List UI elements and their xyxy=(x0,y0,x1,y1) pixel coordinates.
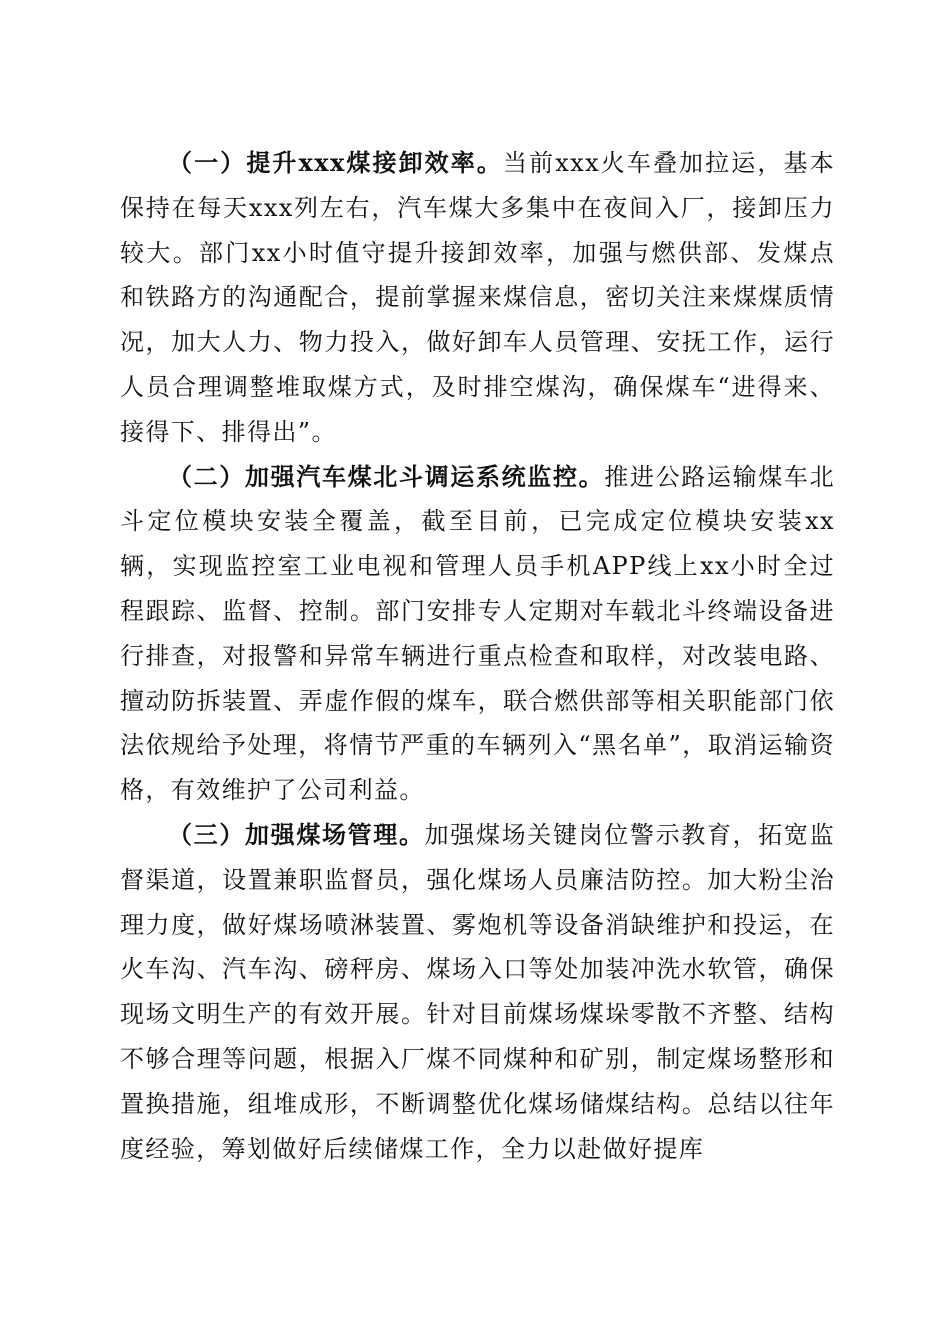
paragraph-1-body: 当前xxx火车叠加拉运，基本保持在每天xxx列左右，汽车煤大多集中在夜间入厂，接卸压力较大。部门xx小时值守提升接卸效率，加强与燃供部、发煤点和铁路方的沟通配合，提前掌握来煤信息，密切关注来煤煤质情况，加大人力、物力投入，做好卸车人员管理、安抚工作，运行人员合理调整堆取煤方式，及时排空煤沟，确保煤车“进得来、接得下、排得出”。 xyxy=(120,149,835,446)
paragraph-3-body: 加强煤场关键岗位警示教育，拓宽监督渠道，设置兼职监督员，强化煤场人员廉洁防控。加大粉尘治理力度，做好煤场喷淋装置、雾炮机等设备消缺维护和投运，在火车沟、汽车沟、磅秤房、煤场入口等处加装冲洗水软管，确保现场文明生产的有效开展。针对目前煤场煤垛零散不齐整、结构不够合理等问题，根据入厂煤不同煤种和矿别，制定煤场整形和置换措施，组堆成形，不断调整优化煤场储煤结构。总结以往年度经验，筹划做好后续储煤工作，全力以赴做好提库 xyxy=(120,820,835,1163)
document-page xyxy=(120,141,835,1171)
paragraph-1 xyxy=(120,141,835,455)
paragraph-2 xyxy=(120,455,835,813)
paragraph-3 xyxy=(120,813,835,1171)
paragraph-1-heading: （一）提升xxx煤接卸效率。 xyxy=(168,148,504,177)
paragraph-2-body: 推进公路运输煤车北斗定位模块安装全覆盖，截至目前，已完成定位模块安装xx辆，实现监控室工业电视和管理人员手机APP线上xx小时全过程跟踪、监督、控制。部门安排专人定期对车载北斗终端设备进行排查，对报警和异常车辆进行重点检查和取样，对改装电路、擅动防拆装置、弄虚作假的煤车，联合燃供部等相关职能部门依法依规给予处理，将情节严重的车辆列入“黑名单”，取消运输资格，有效维护了公司利益。 xyxy=(120,462,835,805)
paragraph-2-heading: （二）加强汽车煤北斗调运系统监控。 xyxy=(168,461,605,491)
paragraph-3-heading: （三）加强煤场管理。 xyxy=(168,819,425,849)
